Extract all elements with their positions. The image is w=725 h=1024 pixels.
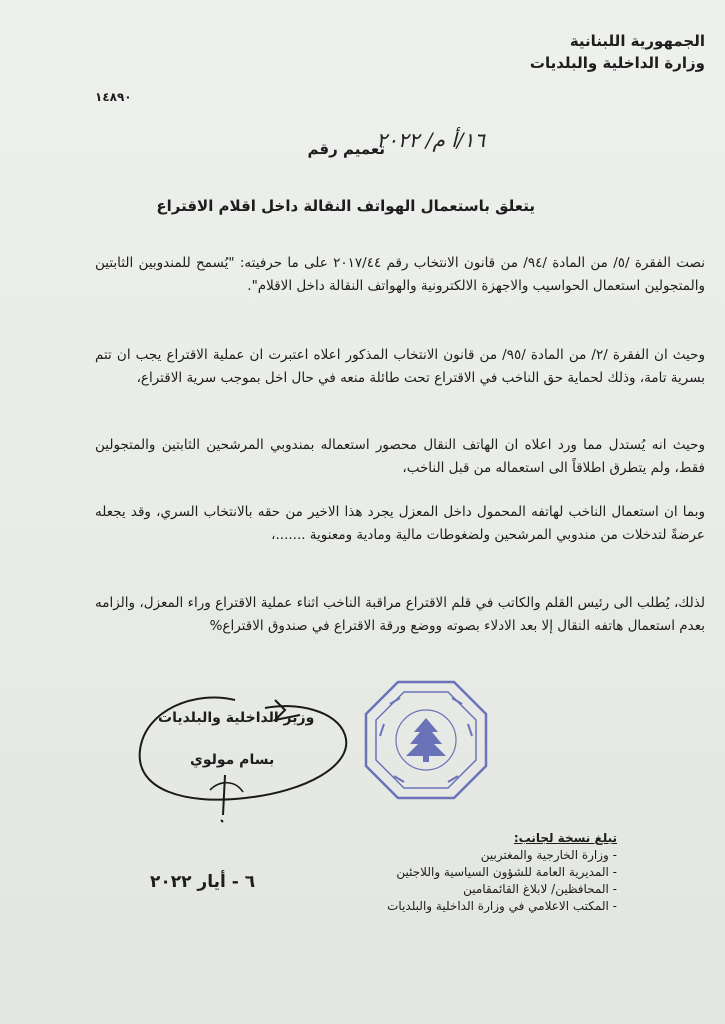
copies-section: [387, 830, 617, 915]
ministry-name: وزارة الداخلية والبلديات: [529, 54, 705, 72]
reference-number: ١٤٨٩٠: [95, 90, 132, 104]
paragraph-3: وحيث انه يُستدل مما ورد اعلاه ان الهاتف النقال محصور استعماله بمندوبي المرشحين الثابتين والمتجولين فقط، ولم يتطرق اطلاقاً الى استعماله من قبل الناخب،: [95, 437, 705, 476]
cedar-icon: [406, 718, 446, 762]
copy-recipient: - المكتب الاعلامي في وزارة الداخلية والبلديات: [387, 899, 617, 913]
circular-label: تعميم رقم: [307, 140, 385, 158]
copies-list: [387, 847, 617, 915]
copy-recipient: - المحافظين/ لابلاغ القائمقامين: [463, 882, 617, 896]
copy-recipient: - المديرية العامة للشؤون السياسية واللاجئين: [396, 865, 617, 879]
subject-line: يتعلق باستعمال الهواتف النقالة داخل اقلام الاقتراع: [156, 197, 535, 215]
signatory-title: وزير الداخلية والبلديات: [158, 710, 315, 726]
republic-name: الجمهورية اللبنانية: [569, 32, 705, 50]
circular-number-handwritten: ١٦/أ م/ ٢٠٢٢: [376, 128, 485, 152]
paragraph-2: وحيث ان الفقرة /٢/ من المادة /٩٥/ من قانون الانتخاب المذكور اعلاه اعتبرت ان عملية الاقتراع يجب ان تتم بسرية تامة، وذلك لحماية حق الناخب في الاقتراع تحت طائلة منعه في حال اخل بموجب سرية الاقتراع،: [95, 347, 705, 386]
document-date: ٦ - أيار ٢٠٢٢: [150, 872, 256, 892]
copy-recipient: - وزارة الخارجية والمغتربين: [480, 848, 617, 862]
signatory-name: بسام مولوي: [190, 752, 275, 768]
paragraph-4: وبما ان استعمال الناخب لهاتفه المحمول داخل المعزل يجرد هذا الاخير من حقه بالانتخاب السري، وقد يجعله عرضةً لتدخلات من مندوبي المرشحين ولضغوطات مالية ومادية ومعنوية .......،: [95, 504, 705, 543]
paragraph-5: لذلك، يُطلب الى رئيس القلم والكاتب في قلم الاقتراع مراقبة الناخب اثناء عملية الاقتراع وراء المعزل، والزامه بعدم استعمال هاتفه النقال إلا بعد الادلاء بصوته ووضع ورقة الاقتراع في صندوق الاقتراع%: [95, 595, 705, 634]
letterhead: [530, 30, 705, 74]
ministry-seal: [360, 676, 492, 804]
copies-title: تبلغ نسخة لجانب:: [513, 831, 617, 845]
paragraph-1: نصت الفقرة /٥/ من المادة /٩٤/ من قانون الانتخاب رقم ٢٠١٧/٤٤ على ما حرفيته: "يُسمح للمندوبين الثابتين والمتجولين استعمال الحواسيب والاجهزة الالكترونية والهواتف النقالة داخل الاقلام".: [95, 255, 705, 294]
